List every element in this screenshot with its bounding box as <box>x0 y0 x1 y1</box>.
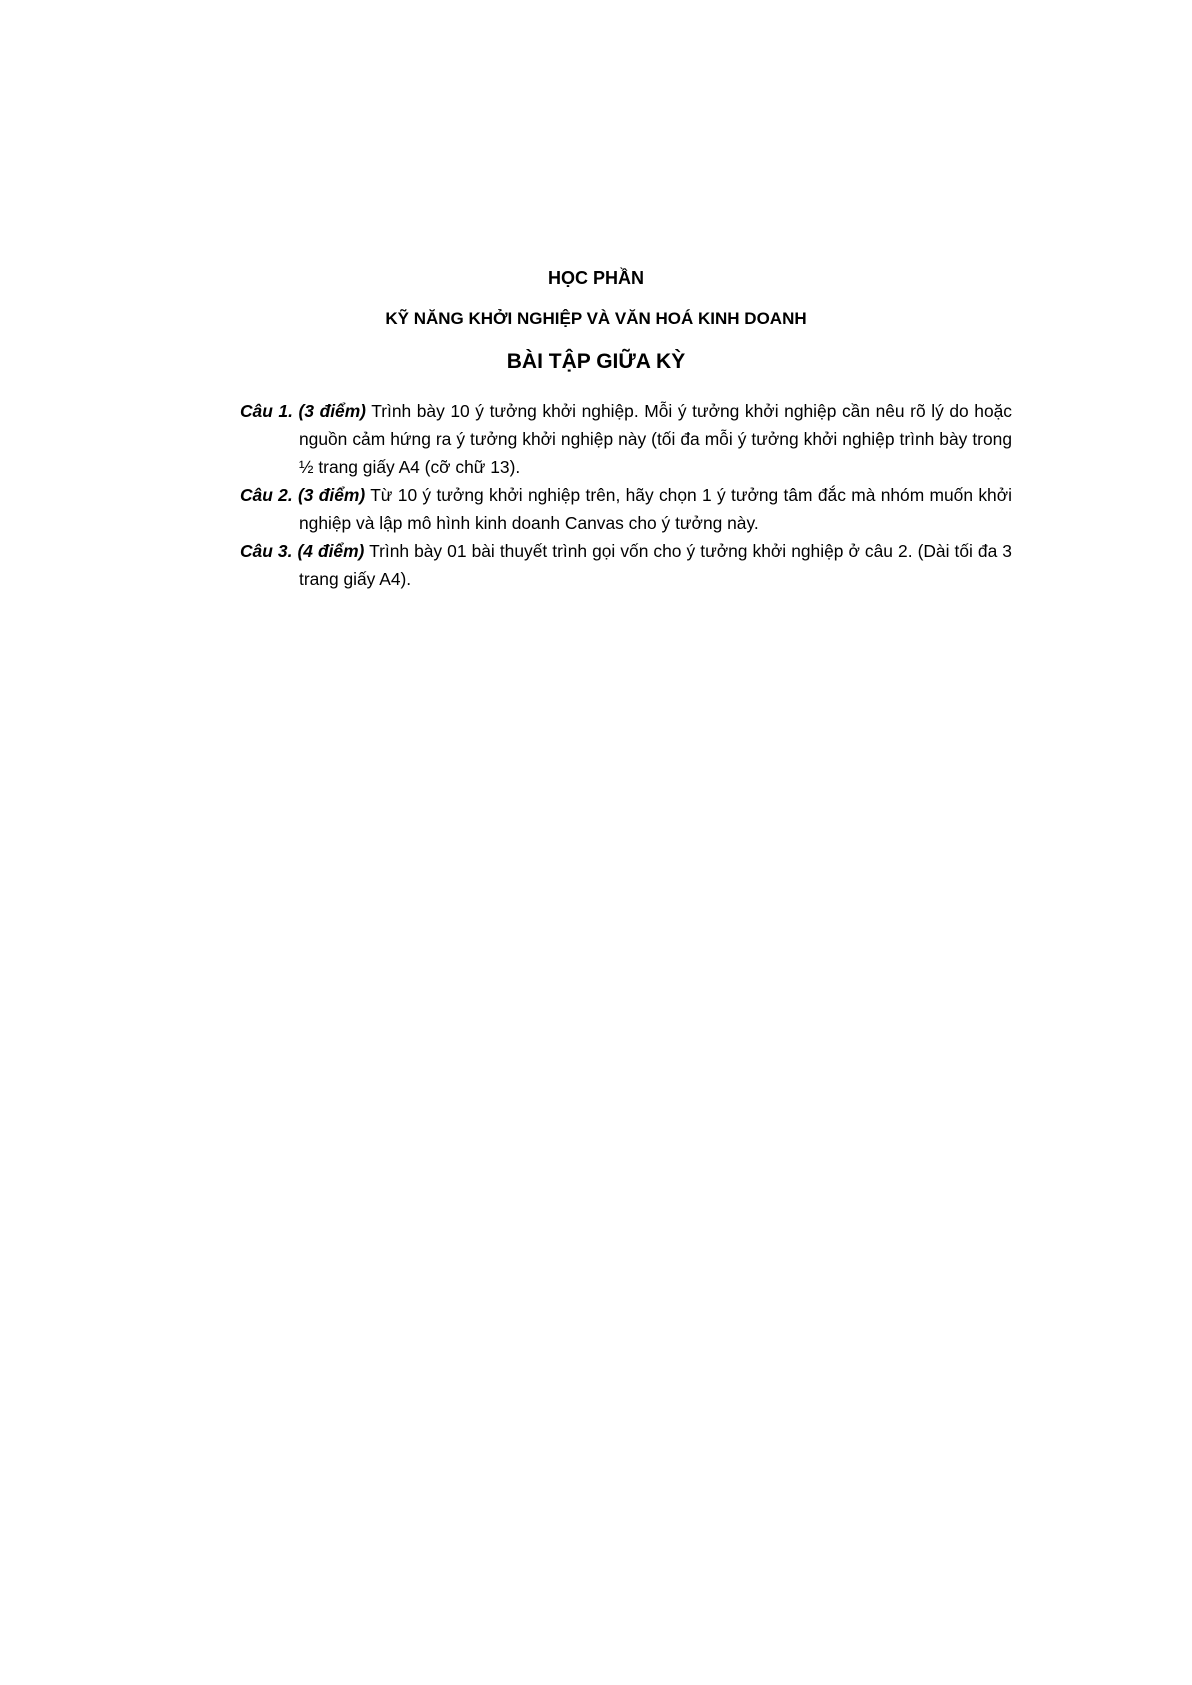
question-3 <box>240 537 1012 593</box>
question-label: Câu 2. (3 điểm) <box>240 485 366 505</box>
question-2 <box>240 481 1012 537</box>
question-list <box>240 397 1012 593</box>
question-label: Câu 3. (4 điểm) <box>240 541 365 561</box>
course-label: HỌC PHẦN <box>547 268 644 288</box>
question-label: Câu 1. (3 điểm) <box>240 401 366 421</box>
document-title: BÀI TẬP GIỮA KỲ <box>506 350 686 373</box>
question-text: Trình bày 01 bài thuyết trình gọi vốn cho ý tưởng khởi nghiệp ở câu 2. (Dài tối đa 3 trang giấy A4). <box>299 541 1012 589</box>
question-text: Từ 10 ý tưởng khởi nghiệp trên, hãy chọn 1 ý tưởng tâm đắc mà nhóm muốn khởi nghiệp và lập mô hình kinh doanh Canvas cho ý tưởng này. <box>299 485 1012 533</box>
question-1 <box>240 397 1012 481</box>
question-text: Trình bày 10 ý tưởng khởi nghiệp. Mỗi ý tưởng khởi nghiệp cần nêu rõ lý do hoặc nguồn cảm hứng ra ý tưởng khởi nghiệp này (tối đa mỗi ý tưởng khởi nghiệp trình bày trong ½ trang giấy A4 (cỡ chữ 13). <box>299 401 1012 477</box>
course-name: KỸ NĂNG KHỞI NGHIỆP VÀ VĂN HOÁ KINH DOANH <box>385 309 807 328</box>
